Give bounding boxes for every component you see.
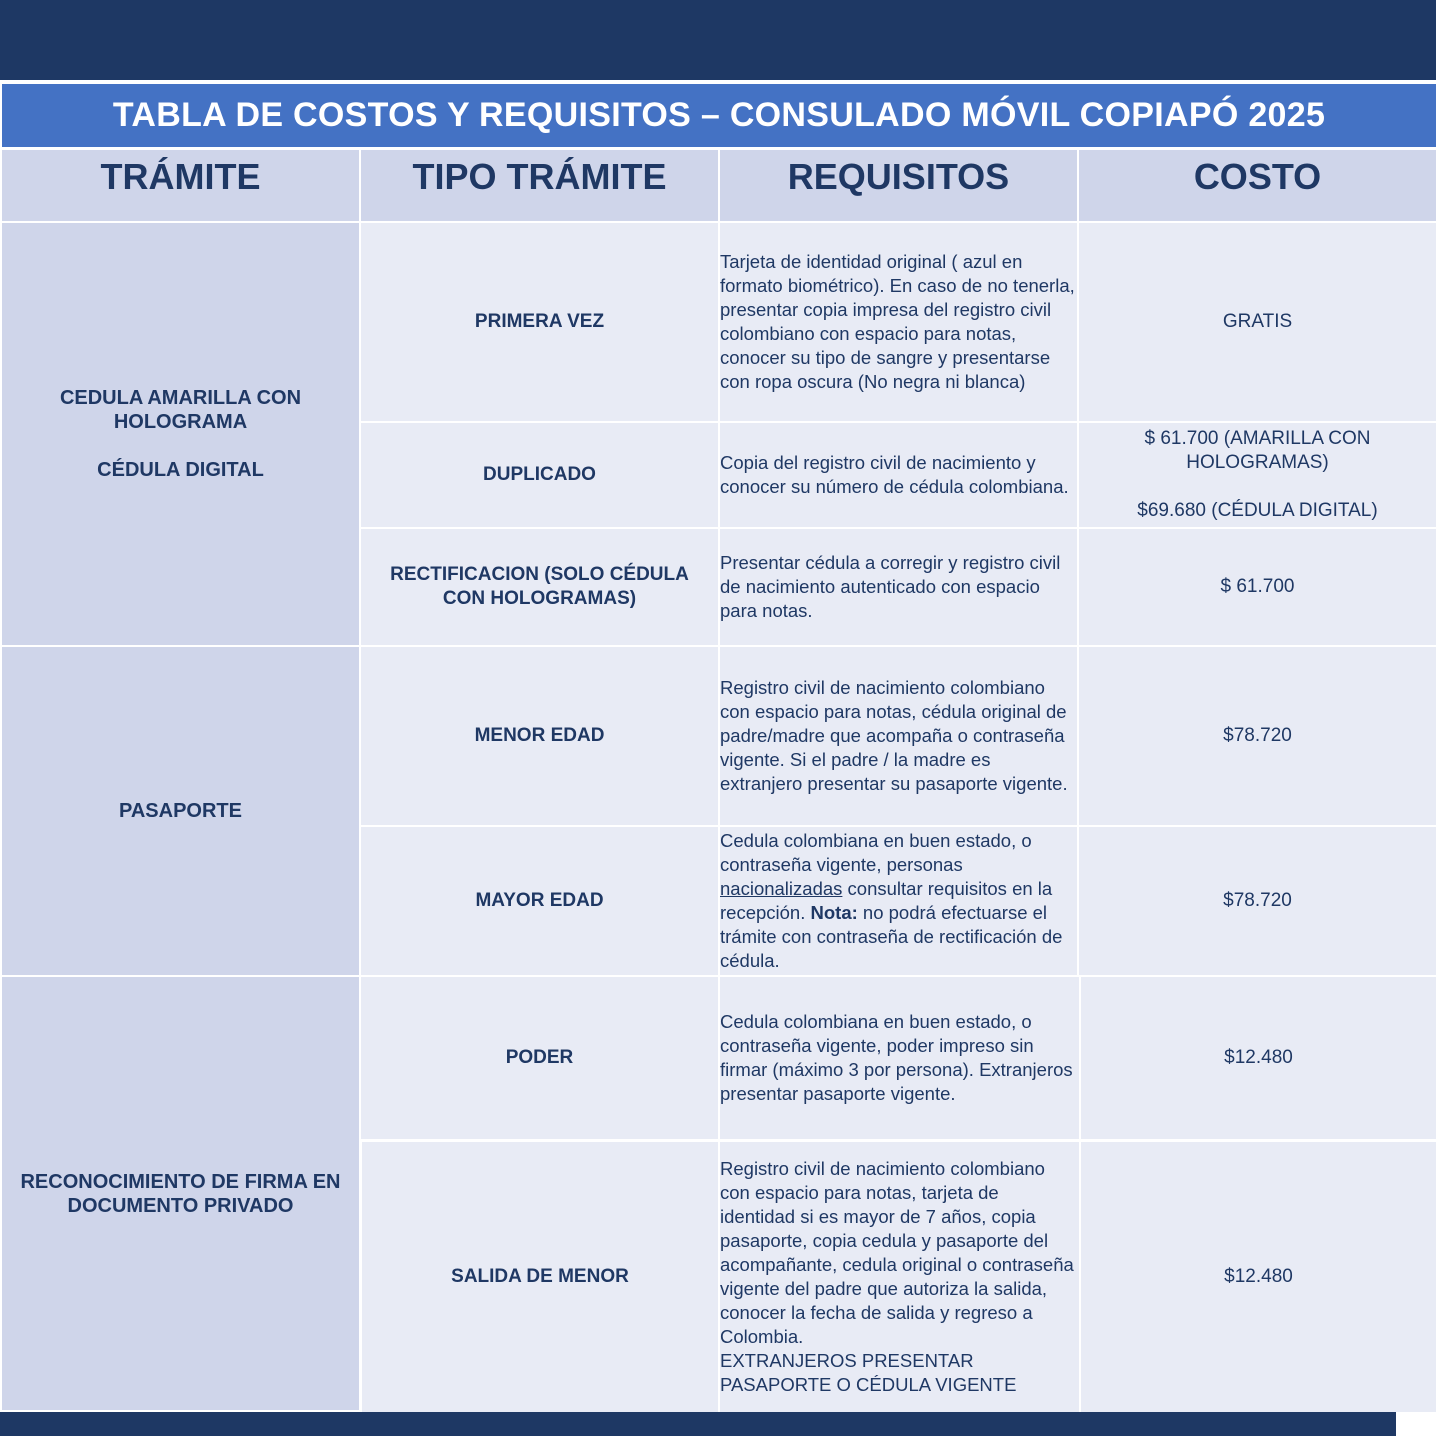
top-banner — [0, 0, 1436, 80]
requisitos-mayor-edad-text2: consultar requisitos en la recepción. — [720, 878, 1053, 923]
requisitos-mayor-edad-text1: Cedula colombiana en buen estado, o contraseña vigente, personas — [720, 830, 1032, 875]
costo-salida-de-menor: $12.480 — [1081, 1139, 1436, 1412]
requisitos-salida-de-menor — [720, 1139, 1079, 1412]
requisitos-salida-de-menor-extranjeros: EXTRANJEROS PRESENTAR PASAPORTE O CÉDULA VIGENTE — [720, 1350, 1017, 1395]
group-cedula — [2, 223, 359, 645]
requisitos-salida-de-menor-text: Registro civil de nacimiento colombiano con espacio para notas, tarjeta de identidad si es mayor de 7 años, copia pasaporte, copia cedula y pasaporte del acompañante, cedula original o contraseña vigente del padre que autoriza la salida, conocer la fecha de salida y regreso a Colombia. — [720, 1158, 1074, 1347]
requisitos-menor-edad: Registro civil de nacimiento colombiano con espacio para notas, cédula original de padre/madre que acompaña o contraseña vigente. Si el padre / la madre es extranjero presentar su pasaporte vigente. — [720, 647, 1077, 825]
tipo-primera-vez: PRIMERA VEZ — [361, 223, 718, 421]
requisitos-primera-vez: Tarjeta de identidad original ( azul en formato biométrico). En caso de no tenerla, presentar copia impresa del registro civil colombiano con espacio para notas, conocer su tipo de sangre y presentarse con ropa oscura (No negra ni blanca) — [720, 223, 1077, 421]
requisitos-rectificacion: Presentar cédula a corregir y registro civil de nacimiento autenticado con espacio para notas. — [720, 529, 1077, 645]
requisitos-poder: Cedula colombiana en buen estado, o contraseña vigente, poder impreso sin firmar (máximo 3 por persona). Extranjeros presentar pasaporte vigente. — [720, 977, 1079, 1139]
requisitos-duplicado: Copia del registro civil de nacimiento y conocer su número de cédula colombiana. — [720, 423, 1077, 527]
costo-primera-vez: GRATIS — [1079, 223, 1436, 421]
header-requisitos: REQUISITOS — [720, 150, 1077, 221]
costo-duplicado — [1079, 423, 1436, 527]
requisitos-mayor-edad-underlined: nacionalizadas — [720, 878, 843, 899]
tipo-menor-edad: MENOR EDAD — [361, 647, 718, 825]
costo-rectificacion: $ 61.700 — [1079, 529, 1436, 645]
costo-mayor-edad: $78.720 — [1079, 827, 1436, 975]
requisitos-mayor-edad — [720, 827, 1077, 975]
tipo-rectificacion: RECTIFICACION (SOLO CÉDULA CON HOLOGRAMAS) — [361, 529, 718, 645]
requisitos-mayor-edad-nota: Nota: — [810, 902, 858, 923]
header-tramite: TRÁMITE — [2, 150, 359, 221]
costo-duplicado-digital: $69.680 (CÉDULA DIGITAL) — [1137, 500, 1378, 521]
requisitos-mayor-edad-text3: no podrá efectuarse el trámite con contraseña de rectificación de cédula. — [720, 902, 1063, 971]
costo-poder: $12.480 — [1081, 977, 1436, 1139]
tipo-duplicado: DUPLICADO — [361, 423, 718, 527]
group-cedula-line1: CEDULA AMARILLA CON HOLOGRAMA — [59, 387, 302, 433]
page-title: TABLA DE COSTOS Y REQUISITOS – CONSULADO MÓVIL COPIAPÓ 2025 — [2, 84, 1436, 147]
header-tipo-tramite: TIPO TRÁMITE — [361, 150, 718, 221]
bottom-banner — [0, 1412, 1396, 1436]
group-pasaporte: PASAPORTE — [2, 647, 359, 975]
tipo-mayor-edad: MAYOR EDAD — [361, 827, 718, 975]
costo-duplicado-amarilla: $ 61.700 (AMARILLA CON HOLOGRAMAS) — [1144, 428, 1371, 473]
group-reconocimiento-firma: RECONOCIMIENTO DE FIRMA EN DOCUMENTO PRIVADO — [2, 977, 362, 1413]
group-cedula-line2: CÉDULA DIGITAL — [97, 459, 264, 481]
tipo-poder: PODER — [361, 977, 718, 1139]
costo-menor-edad: $78.720 — [1079, 647, 1436, 825]
tipo-salida-de-menor: SALIDA DE MENOR — [362, 1139, 718, 1412]
header-costo: COSTO — [1079, 150, 1436, 221]
